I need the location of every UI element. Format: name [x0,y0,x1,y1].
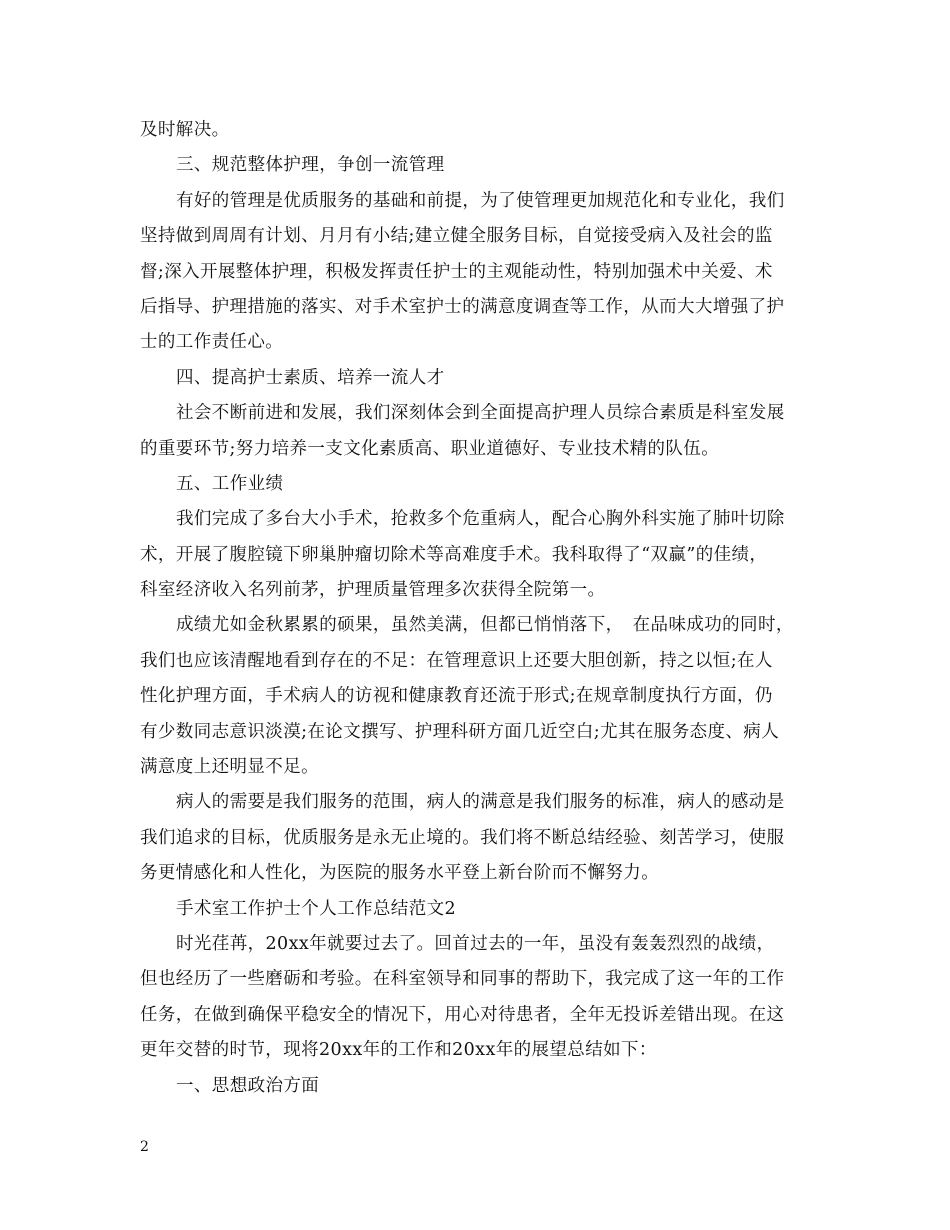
text-line: 病人的需要是我们服务的范围，病人的满意是我们服务的标准，病人的感动是 [176,792,785,813]
text-line: 的重要环节;努力培养一支文化素质高、职业道德好、专业技术精的队伍。 [140,438,720,459]
text-line: 但也经历了一些磨砺和考验。在科室领导和同事的帮助下，我完成了这一年的工作 [140,969,785,990]
text-line: 有少数同志意识淡漠;在论文撰写、护理科研方面几近空白;尤其在服务态度、病人 [140,721,780,742]
text-line: 五、工作业绩 [176,473,284,494]
document-body [140,113,820,1104]
text-line: 术，开展了腹腔镜下卵巢肿瘤切除术等高难度手术。我科取得了“双赢”的佳绩， [140,544,768,565]
text-line: 及时解决。 [140,120,230,140]
text-line: 四、提高护士素质、培养一流人才 [176,367,445,388]
text-line: 我们也应该清醒地看到存在的不足：在管理意识上还要大胆创新，持之以恒;在人 [140,650,773,671]
text-line: 满意度上还明显不足。 [140,757,319,778]
text-line: 社会不断前进和发展，我们深刻体会到全面提高护理人员综合素质是科室发展 [176,403,785,424]
text-line: 士的工作责任心。 [140,332,284,353]
text-line: 务更情感化和人性化，为医院的服务水平登上新台阶而不懈努力。 [140,863,660,884]
text-line: 更年交替的时节，现将20xx年的工作和20xx年的展望总结如下： [140,1040,657,1061]
text-line: 督;深入开展整体护理，积极发挥责任护士的主观能动性，特别加强术中关爱、术 [140,261,773,282]
text-line: 有好的管理是优质服务的基础和前提，为了使管理更加规范化和专业化，我们 [176,190,785,211]
text-line: 坚持做到周周有计划、月月有小结;建立健全服务目标，自觉接受病入及社会的监 [140,226,773,247]
text-line: 成绩尤如金秋累累的硕果，虽然美满，但都已悄悄落下， 在品味成功的同时， [176,615,794,636]
text-line: 科室经济收入名列前茅，护理质量管理多次获得全院第一。 [140,580,606,601]
page-number: 2 [140,1139,149,1155]
text-line: 后指导、护理措施的落实、对手术室护士的满意度调查等工作，从而大大增强了护 [140,296,785,317]
text-line: 一、思想政治方面 [176,1075,320,1096]
text-line: 时光荏苒，20xx年就要过去了。回首过去的一年，虽没有轰轰烈烈的战绩， [176,933,775,954]
text-line: 手术室工作护士个人工作总结范文2 [176,898,457,919]
text-line: 我们完成了多台大小手术，抢救多个危重病人，配合心胸外科实施了肺叶切除 [176,509,785,530]
text-line: 我们追求的目标，优质服务是永无止境的。我们将不断总结经验、刻苦学习，使服 [140,827,785,848]
text-line: 三、规范整体护理，争创一流管理 [176,155,445,176]
text-line: 性化护理方面，手术病人的访视和健康教育还流于形式;在规章制度执行方面，仍 [140,686,773,707]
text-line: 任务，在做到确保平稳安全的情况下，用心对待患者，全年无投诉差错出现。在这 [140,1004,785,1025]
